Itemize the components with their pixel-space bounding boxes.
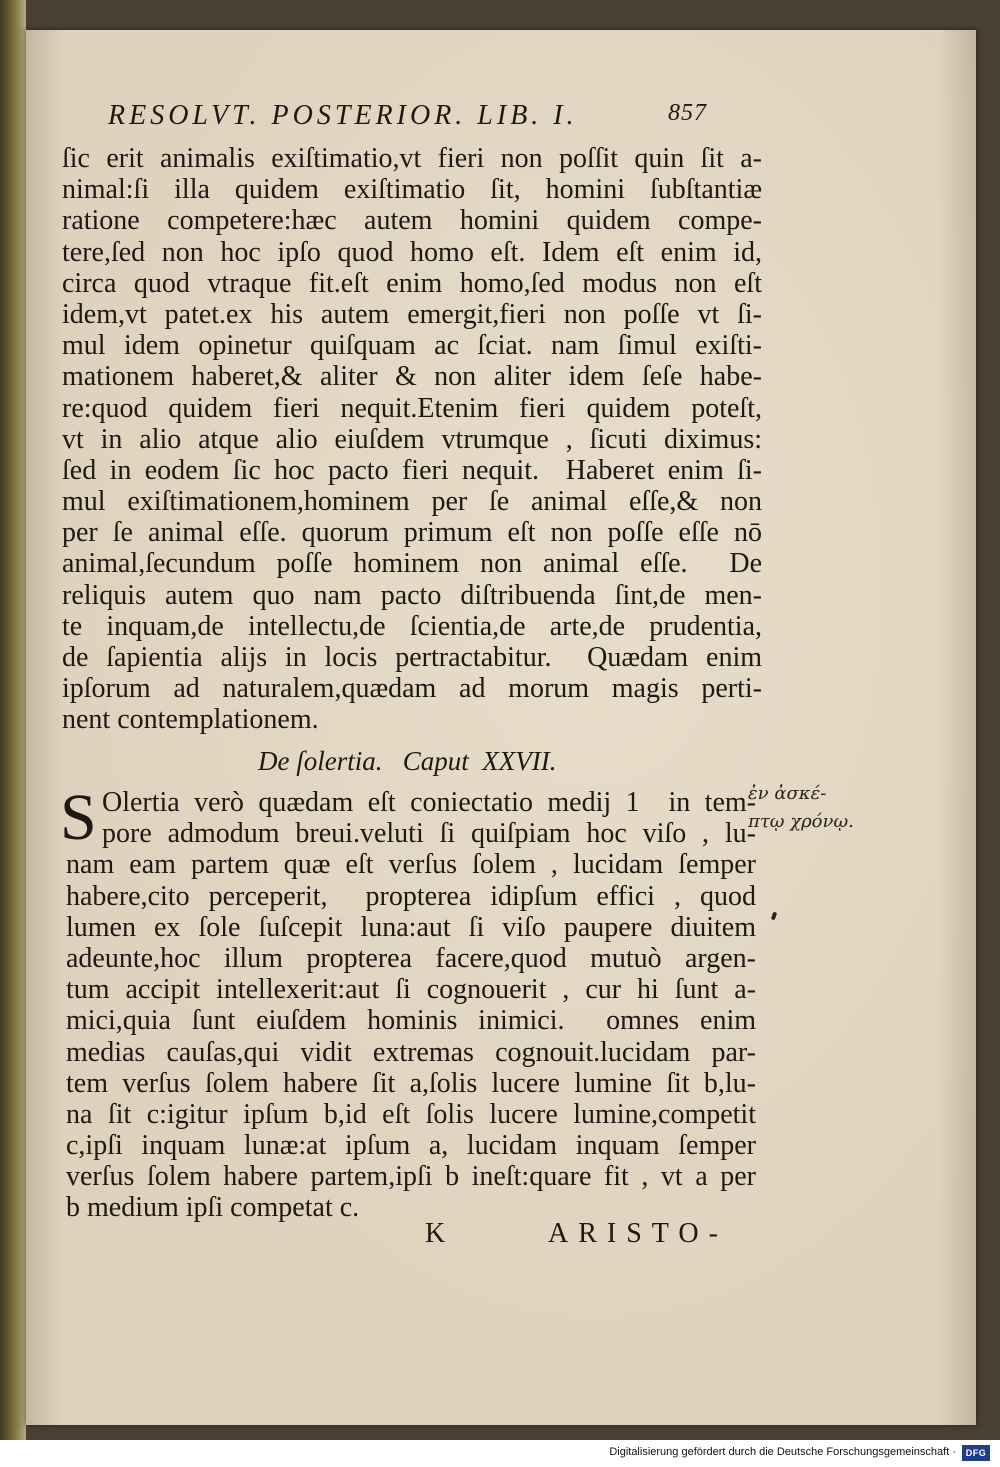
chapter-heading: De ſolertia. Caput XXVII.	[258, 746, 557, 776]
text-line: nent contemplationem.	[62, 704, 319, 736]
text-line: tum accipit intellexerit:aut ſi cognouerit , cur hi ſunt a-	[66, 974, 756, 1006]
text-line: ſed in eodem ſic hoc pacto fieri nequit. Haberet enim ſi-	[62, 454, 762, 486]
main-text-block	[62, 143, 762, 736]
text-line: Olertia verò quædam eſt coniectatio medij 1 in tem-	[102, 787, 756, 818]
marginal-note-line: πτῳ χρόνῳ.	[748, 811, 854, 832]
signature-mark: K	[425, 1218, 446, 1249]
text-line: medias cauſas,qui vidit extremas cognouit.lucidam par-	[66, 1036, 756, 1068]
text-line: idem,vt patet.ex his autem emergit,fieri non poſſe vt ſi-	[62, 298, 762, 330]
chapter-text-block	[60, 781, 756, 1224]
text-line: circa quod vtraque fit.eſt enim homo,ſed modus non eſt	[62, 267, 762, 299]
folio-number: 857	[668, 100, 707, 126]
text-line: ratione competere:hæc autem homini quidem compe-	[62, 205, 762, 237]
running-head	[108, 100, 728, 140]
text-line: b medium ipſi competat c.	[66, 1192, 360, 1224]
text-line: verſus ſolem habere partem,ipſi b ineſt:quare fit , vt a per	[66, 1161, 756, 1193]
text-line: vt in alio atque alio eiuſdem vtrumque , ſicuti diximus:	[62, 423, 762, 455]
footer-credit: Digitalisierung gefördert durch die Deutsche Forschungsgemeinschaft ·	[609, 1446, 956, 1458]
text-line: animal,ſecundum poſſe hominem non animal eſſe. De	[62, 548, 762, 580]
text-line: tem verſus ſolem habere ſit a,ſolis lucere lumine ſit b,lu-	[66, 1067, 756, 1099]
text-line: adeunte,hoc illum propterea facere,quod mutuò argen-	[66, 942, 756, 974]
drop-initial-letter: S	[60, 781, 97, 854]
text-line: mationem haberet,& aliter & non aliter idem ſeſe habe-	[62, 361, 762, 393]
text-line: ſic erit animalis exiſtimatio,vt fieri non poſſit quin ſit a-	[62, 143, 762, 174]
text-line: re:quod quidem fieri nequit.Etenim fieri quidem poteſt,	[62, 392, 762, 424]
text-line: de ſapientia alijs in locis pertractabitur. Quædam enim	[62, 642, 762, 673]
text-line: nam eam partem quæ eſt verſus ſolem , lucidam ſemper	[66, 849, 756, 881]
text-line: lumen ex ſole ſuſcepit luna:aut ſi viſo paupere diuitem	[66, 911, 756, 943]
text-line: na ſit c:igitur ipſum b,id eſt ſolis lucere lumine,competit	[66, 1098, 756, 1130]
text-line: te inquam,de intellectu,de ſcientia,de arte,de prudentia,	[62, 610, 762, 642]
digitization-footer	[0, 1440, 1000, 1467]
catchword: ARISTO-	[548, 1218, 728, 1249]
text-line: per ſe animal eſſe. quorum primum eſt non poſſe eſſe nō	[62, 517, 762, 549]
text-line: reliquis autem quo nam pacto diſtribuenda ſint,de men-	[62, 579, 762, 611]
text-line: mul exiſtimationem,hominem per ſe animal eſſe,& non	[62, 486, 762, 518]
text-line: habere,cito perceperit, propterea idipſum effici , quod	[66, 880, 756, 912]
marginal-note-line: ἐν ἀσκέ-	[748, 783, 827, 804]
text-line: pore admodum breui.veluti ſi quiſpiam hoc viſo , lu-	[102, 818, 756, 850]
text-line: c,ipſi inquam lunæ:at ipſum a, lucidam inquam ſemper	[66, 1130, 756, 1162]
marginal-note	[748, 780, 868, 836]
text-line: nimal:ſi illa quidem exiſtimatio ſit, homini ſubſtantiæ	[62, 174, 762, 206]
book-binding-edge	[0, 0, 26, 1440]
text-line: tere,ſed non hoc ipſo quod homo eſt. Idem eſt enim id,	[62, 236, 762, 268]
text-line: mici,quia ſunt eiuſdem hominis inimici. omnes enim	[66, 1005, 756, 1037]
running-head-title: RESOLVT. POSTERIOR. LIB. I.	[108, 100, 578, 131]
dfg-logo[interactable]: DFG	[962, 1445, 990, 1461]
text-line: mul idem opinetur quiſquam ac ſciat. nam ſimul exiſti-	[62, 330, 762, 362]
text-line: ipſorum ad naturalem,quædam ad morum magis perti-	[62, 673, 762, 705]
